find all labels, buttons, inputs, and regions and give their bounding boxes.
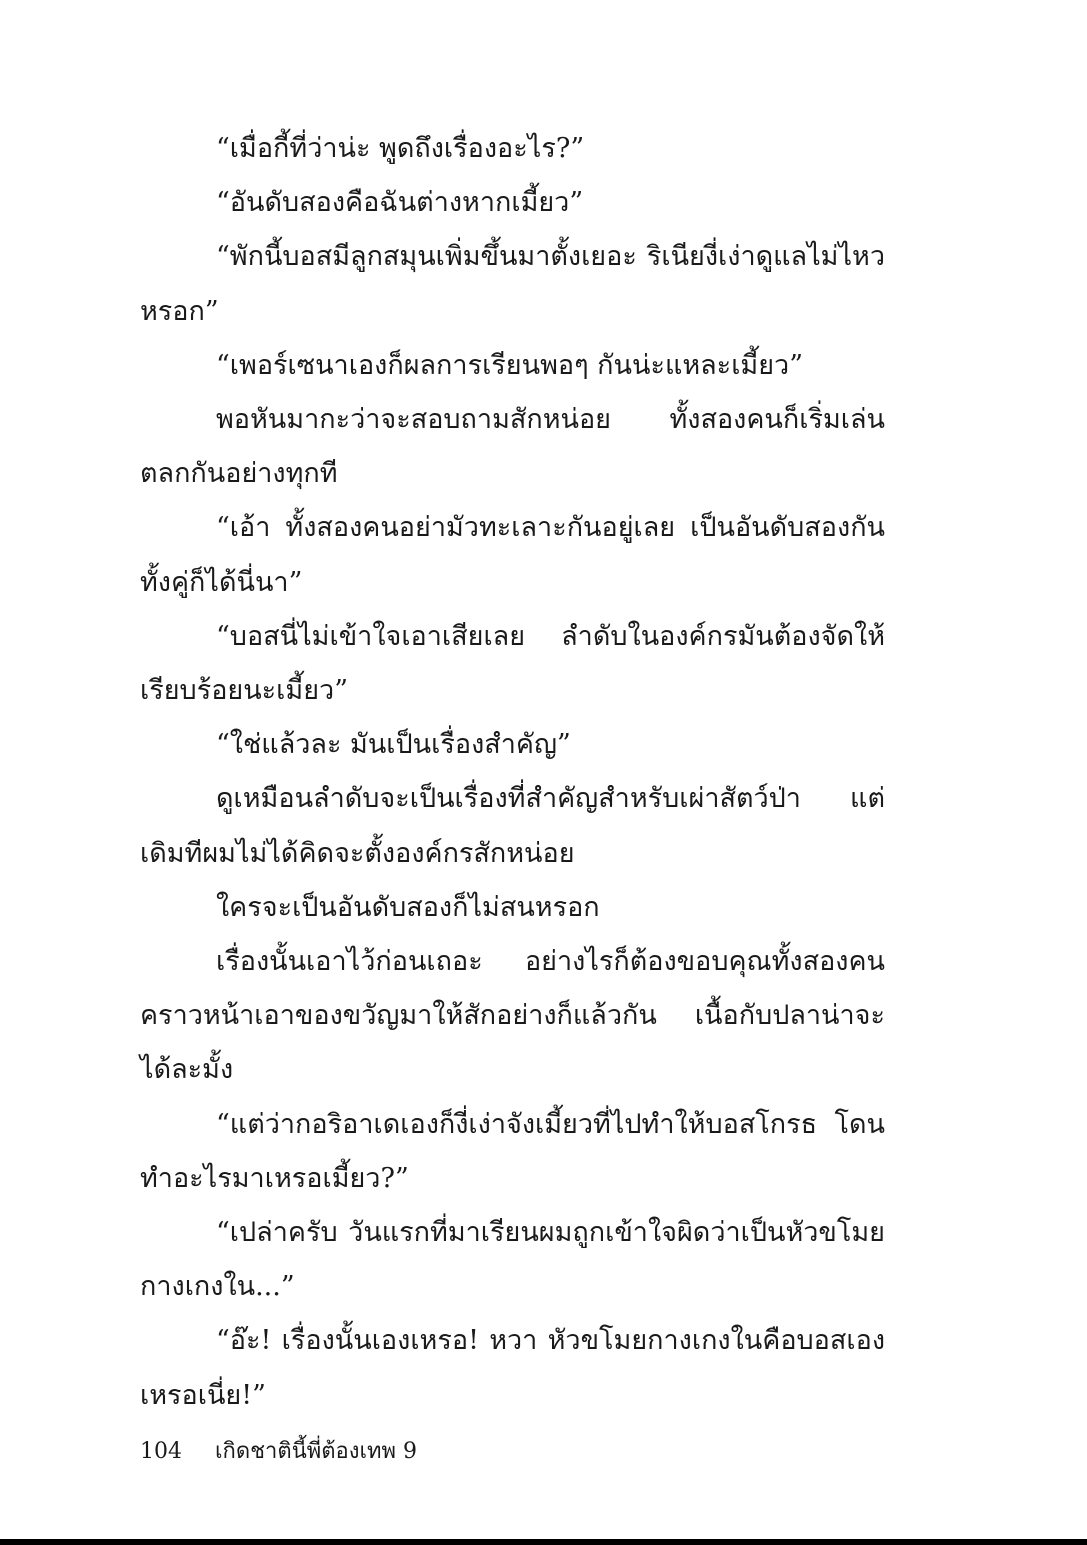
book-title: เกิดชาตินี้พี่ต้องเทพ 9 xyxy=(215,1439,417,1464)
paragraph: “เปล่าครับ วันแรกที่มาเรียนผมถูกเข้าใจผิดว่าเป็นหัวขโมยกางเกงใน...” xyxy=(140,1217,885,1303)
paragraph: “เมื่อกี้ที่ว่าน่ะ พูดถึงเรื่องอะไร?” xyxy=(216,133,585,164)
page-number: 104 xyxy=(140,1439,182,1464)
paragraph: ใครจะเป็นอันดับสองก็ไม่สนหรอก xyxy=(216,891,600,923)
paragraph: “เอ้า ทั้งสองคนอย่ามัวทะเลาะกันอยู่เลย เป็นอันดับสองกันทั้งคู่ก็ได้นี่นา” xyxy=(140,512,885,598)
bottom-rule xyxy=(0,1539,1087,1545)
paragraph: เรื่องนั้นเอาไว้ก่อนเถอะ อย่างไรก็ต้องขอบคุณทั้งสองคน คราวหน้าเอาของขวัญมาให้สักอย่างก็แล้วกัน เนื้อกับปลาน่าจะได้ละมั้ง xyxy=(140,946,885,1086)
paragraph: “ใช่แล้วละ มันเป็นเรื่องสำคัญ” xyxy=(216,729,571,761)
paragraph: “พักนี้บอสมีลูกสมุนเพิ่มขึ้นมาตั้งเยอะ ริเนียงี่เง่าดูแลไม่ไหวหรอก” xyxy=(140,241,885,327)
paragraph: พอหันมากะว่าจะสอบถามสักหน่อย ทั้งสองคนก็เริ่มเล่นตลกกันอย่างทุกที xyxy=(140,404,885,490)
paragraph: ดูเหมือนลำดับจะเป็นเรื่องที่สำคัญสำหรับเผ่าสัตว์ป่า แต่เดิมทีผมไม่ได้คิดจะตั้งองค์กรสักหน่อย xyxy=(140,783,885,869)
paragraph: “บอสนี่ไม่เข้าใจเอาเสียเลย ลำดับในองค์กรมันต้องจัดให้เรียบร้อยนะเมี้ยว” xyxy=(140,620,885,707)
paragraph: “แต่ว่ากอริอาเดเองก็งี่เง่าจังเมี้ยวที่ไปทำให้บอสโกรธ โดนทำอะไรมาเหรอเมี้ยว?” xyxy=(140,1108,885,1194)
paragraph: “อ๊ะ! เรื่องนั้นเองเหรอ! หวา หัวขโมยกางเกงในคือบอสเองเหรอเนี่ย!” xyxy=(140,1325,885,1411)
paragraph: “เพอร์เซนาเองก็ผลการเรียนพอๆ กันน่ะแหละเมี้ยว” xyxy=(216,349,803,381)
page-footer xyxy=(140,1432,417,1472)
paragraph: “อันดับสองคือฉันต่างหากเมี้ยว” xyxy=(216,187,584,219)
page-body xyxy=(140,122,885,1423)
